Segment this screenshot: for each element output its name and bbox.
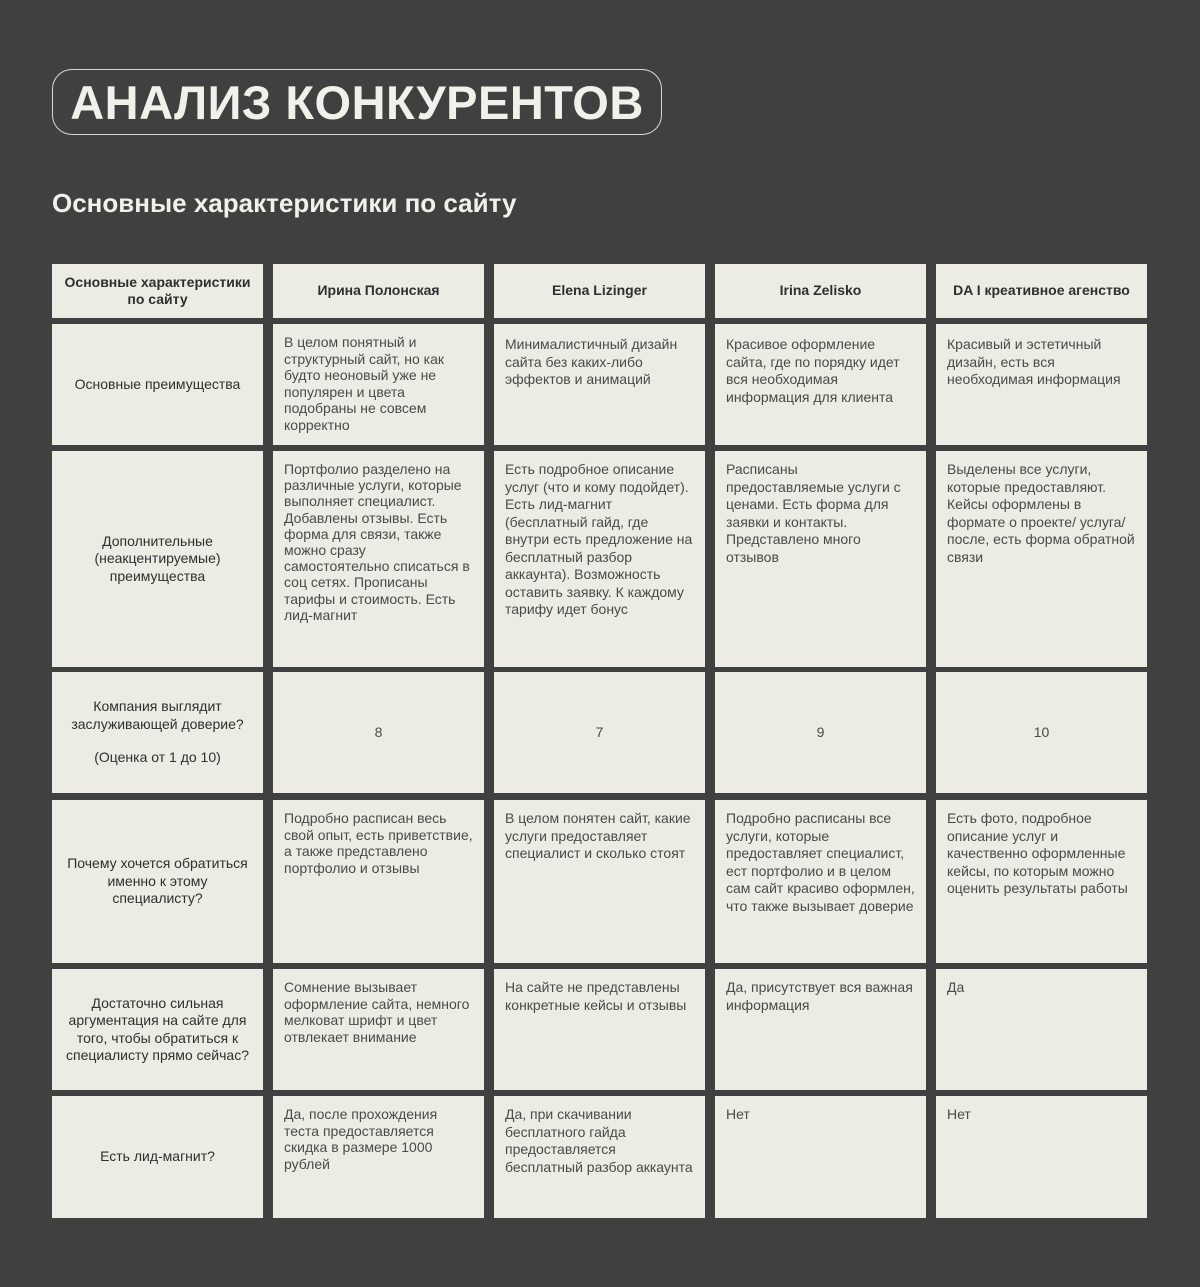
table-cell: Есть фото, подробное описание услуг и качественно оформленные кейсы, по которым можно оценить результаты работы xyxy=(936,800,1147,963)
table-cell: В целом понятный и структурный сайт, но как будто неоновый уже не популярен и цвета подобраны не совсем корректно xyxy=(273,324,484,445)
row-label-strong-argument: Достаточно сильная аргументация на сайте для того, чтобы обратиться к специалисту прямо сейчас? xyxy=(52,969,263,1090)
table-cell: Сомнение вызывает оформление сайта, немного мелковат шрифт и цвет отвлекает внимание xyxy=(273,969,484,1090)
table-cell: Да, присутствует вся важная информация xyxy=(715,969,926,1090)
table-cell: Есть подробное описание услуг (что и кому подойдет). Есть лид-магнит (бесплатный гайд, где внутри есть предложение на бесплатный разбор аккаунта). Возможность оставить заявку. К каждому тарифу идет бонус xyxy=(494,451,705,667)
page-title: АНАЛИЗ КОНКУРЕНТОВ xyxy=(70,75,644,129)
column-header-4: DA I креативное агенство xyxy=(936,264,1147,318)
trust-score: 9 xyxy=(715,672,926,793)
row-label-main-advantages: Основные преимущества xyxy=(52,324,263,445)
row-label-trust-scale: (Оценка от 1 до 10) xyxy=(94,749,221,766)
page-subtitle: Основные характеристики по сайту xyxy=(52,188,517,218)
row-label-why-choose: Почему хочется обратиться именно к этому специалисту? xyxy=(52,800,263,963)
table-cell: На сайте не представлены конкретные кейсы и отзывы xyxy=(494,969,705,1090)
table-cell: Подробно расписаны все услуги, которые предоставляет специалист, ест портфолио и в целом сам сайт красиво оформлен, что также вызывает доверие xyxy=(715,800,926,963)
row-label-trust-question: Компания выглядит заслуживающей доверие? xyxy=(71,698,244,732)
column-header-2: Elena Lizinger xyxy=(494,264,705,318)
trust-score: 8 xyxy=(273,672,484,793)
table-cell: Да, после прохождения теста предоставляется скидка в размере 1000 рублей xyxy=(273,1096,484,1218)
row-label-additional-advantages: Дополнительные (неакцентируемые) преимущества xyxy=(52,451,263,667)
row-label-trust xyxy=(52,672,263,793)
table-cell: Красивое оформление сайта, где по порядку идет вся необходимая информация для клиента xyxy=(715,324,926,445)
table-cell: Красивый и эстетичный дизайн, есть вся необходимая информация xyxy=(936,324,1147,445)
table-cell: Подробно расписан весь свой опыт, есть приветствие, а также представлено портфолио и отзывы xyxy=(273,800,484,963)
table-corner-header: Основные характеристики по сайту xyxy=(52,264,263,318)
column-header-3: Irina Zelisko xyxy=(715,264,926,318)
table-cell: Да xyxy=(936,969,1147,1090)
table-cell: Нет xyxy=(715,1096,926,1218)
table-cell: Выделены все услуги, которые предоставляют. Кейсы оформлены в формате о проекте/ услуга/ после, есть форма обратной связи xyxy=(936,451,1147,667)
table-cell: Расписаны предоставляемые услуги с ценами. Есть форма для заявки и контакты. Представлено много отзывов xyxy=(715,451,926,667)
table-cell: В целом понятен сайт, какие услуги предоставляет специалист и сколько стоят xyxy=(494,800,705,963)
column-header-1: Ирина Полонская xyxy=(273,264,484,318)
page-title-pill xyxy=(52,69,662,135)
table-cell: Нет xyxy=(936,1096,1147,1218)
table-cell: Портфолио разделено на различные услуги, которые выполняет специалист. Добавлены отзывы. Есть форма для связи, также можно сразу самостоятельно списаться в соц сетях. Прописаны тарифы и стоимость. Есть лид-магнит xyxy=(273,451,484,667)
trust-score: 7 xyxy=(494,672,705,793)
table-cell: Минималистичный дизайн сайта без каких-либо эффектов и анимаций xyxy=(494,324,705,445)
trust-score: 10 xyxy=(936,672,1147,793)
table-cell: Да, при скачивании бесплатного гайда предоставляется бесплатный разбор аккаунта xyxy=(494,1096,705,1218)
row-label-lead-magnet: Есть лид-магнит? xyxy=(52,1096,263,1218)
